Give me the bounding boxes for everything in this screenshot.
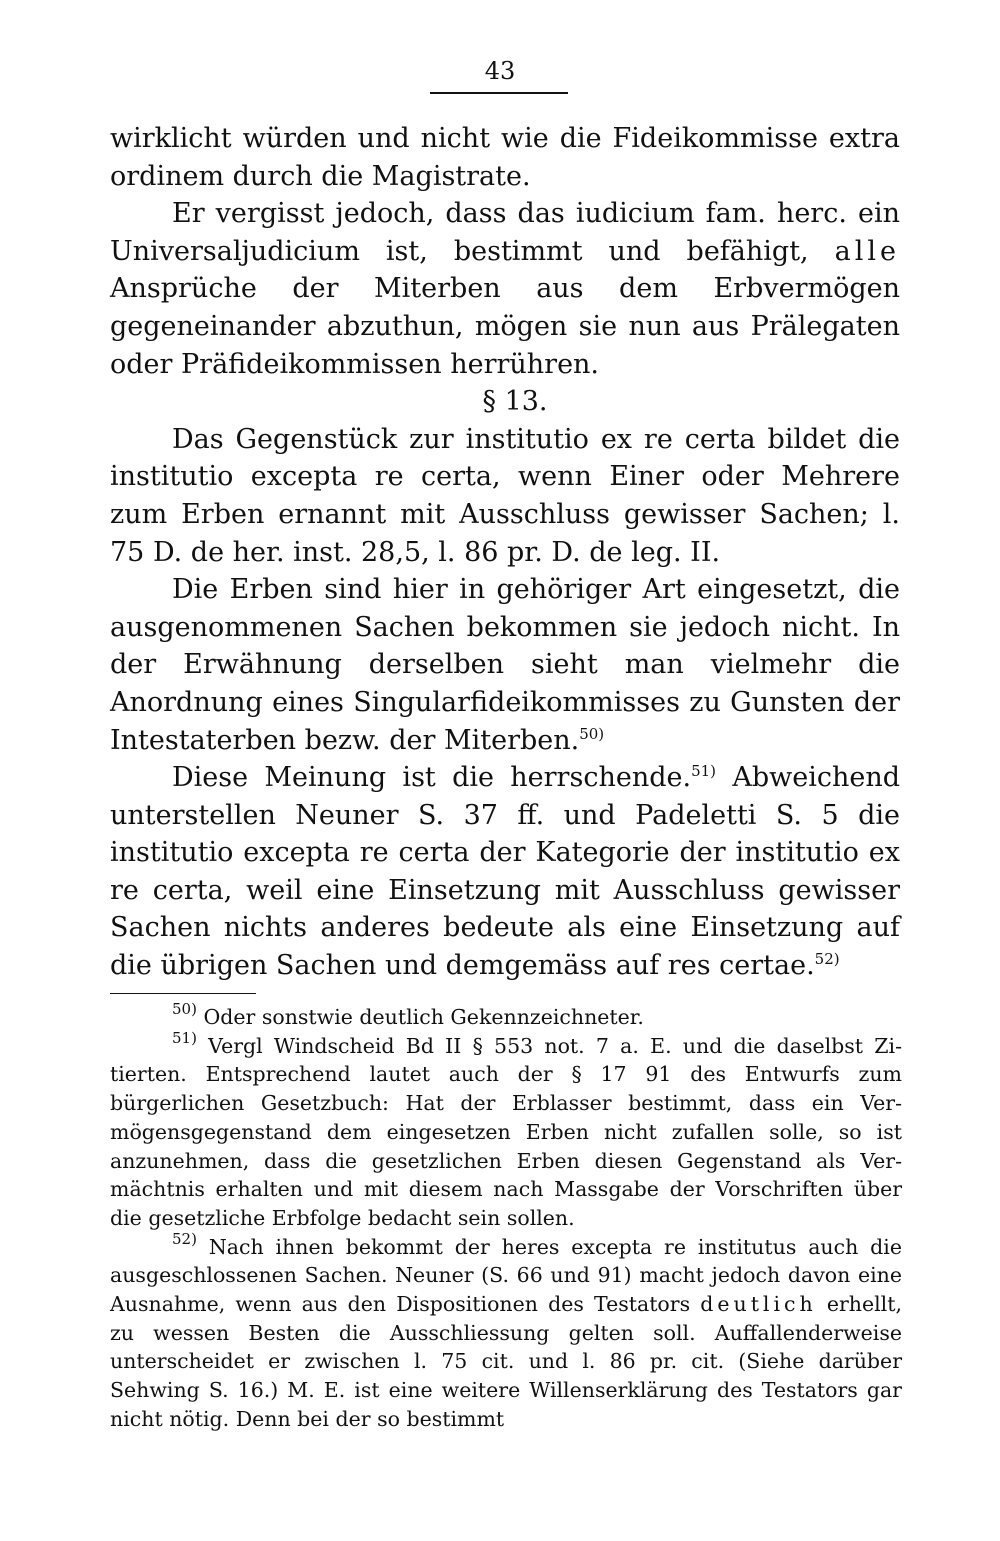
paragraph-universaljudicium (110, 195, 900, 383)
footnote-50 (110, 1000, 902, 1032)
footnote-text: Vergl Windscheid Bd II § 553 not. 7 a. E. und die daselbst Zitierten. Entsprechend lautet auch der § 17 91 des Entwurfs zum bürgerlichen Gesetzbuch: Hat der Erblasser bestimmt, dass ein Vermögensgegenstand dem eingesetzen Erben nicht zufallen solle, so ist anzunehmen, dass die gesetzlichen Erben diesen Gegenstand als Vermächtnis erhalten und mit diesem nach Massgabe der Vorschriften über die gesetzliche Erbfolge bedacht sein sollen. (110, 1033, 902, 1230)
paragraph-meinung (110, 759, 900, 985)
paragraph-text: Das Gegenstück zur institutio ex re certa bildet die institutio excepta re certa, wenn Einer oder Mehrere zum Erben ernannt mit Ausschluss gewisser Sachen; l. 75 D. de her. inst. 28,5, l. 86 pr. D. de leg. II. (110, 423, 900, 568)
footnote-marker: 50) (172, 1000, 197, 1018)
footnote-ref: 51) (691, 762, 717, 781)
paragraph-text: Er vergisst jedoch, dass das iudicium fam. herc. ein Universaljudicium ist, bestimmt und befähigt, (110, 198, 900, 267)
footnotes (110, 1000, 902, 1434)
section-heading: § 13. (482, 386, 548, 418)
footnote-text: Nach ihnen bekommt der heres excepta re institutus auch die ausgeschlossenen Sachen. Neuner (S. 66 und 91) macht jedoch davon eine Ausnahme, wenn aus den Dispositionen des Testators (110, 1234, 902, 1317)
paragraph-text: Abweichend unterstellen Neuner S. 37 ff. und Padeletti S. 5 die institutio excepta re certa der Kategorie der institutio ex re certa, weil eine Einsetzung mit Ausschluss gewisser Sachen nichts anderes bedeute als eine Einsetzung auf die übrigen Sachen und demgemäss auf res certae. (110, 762, 900, 982)
paragraph-text: Diese Meinung ist die herrschende. (172, 762, 692, 794)
footnote-52 (110, 1229, 902, 1434)
paragraph-erben (110, 571, 900, 759)
footnote-marker: 52) (172, 1229, 197, 1248)
page-number: 43 (484, 57, 516, 85)
footnote-text: erhellt, zu wessen Besten die Ausschliessung gelten soll. Auffallenderweise unterscheidet er zwischen l. 75 cit. und l. 86 pr. cit. (Siehe darüber Sehwing S. 16.) M. E. ist eine weitere Willenserklärung des Testators gar nicht nötig. Denn bei der so bestimmt (110, 1292, 902, 1431)
paragraph-text: Die Erben sind hier in gehöriger Art eingesetzt, die ausgenommenen Sachen bekommen sie jedoch nicht. In der Erwähnung derselben sieht man vielmehr die Anordnung eines Singularfideikommisses zu Gunsten der Intestaterben bezw. der Miterben. (110, 574, 900, 756)
footnote-ref: 52) (814, 950, 840, 969)
emphasized-word: alle (834, 235, 900, 267)
footnote-marker: 51) (172, 1028, 197, 1047)
paragraph-text: Ansprüche der Miterben aus dem Erbvermögen gegeneinander abzuthun, mögen sie nun aus Prälegaten oder Präfideikommissen herrühren. (110, 273, 900, 380)
emphasized-word: deutlich (700, 1292, 817, 1317)
footnote-rule (110, 993, 256, 994)
footnote-text: Oder sonstwie deutlich Gekennzeichneter. (196, 1005, 644, 1029)
paragraph-continuation (110, 120, 900, 195)
footnote-ref: 50) (579, 724, 605, 743)
paragraph-text: wirklicht würden und nicht wie die Fideikommisse extra ordinem durch die Magistrate. (110, 123, 900, 192)
main-text (110, 120, 900, 985)
header-rule (430, 92, 568, 94)
footnote-51 (110, 1028, 902, 1233)
paragraph-gegenstueck (110, 421, 900, 571)
